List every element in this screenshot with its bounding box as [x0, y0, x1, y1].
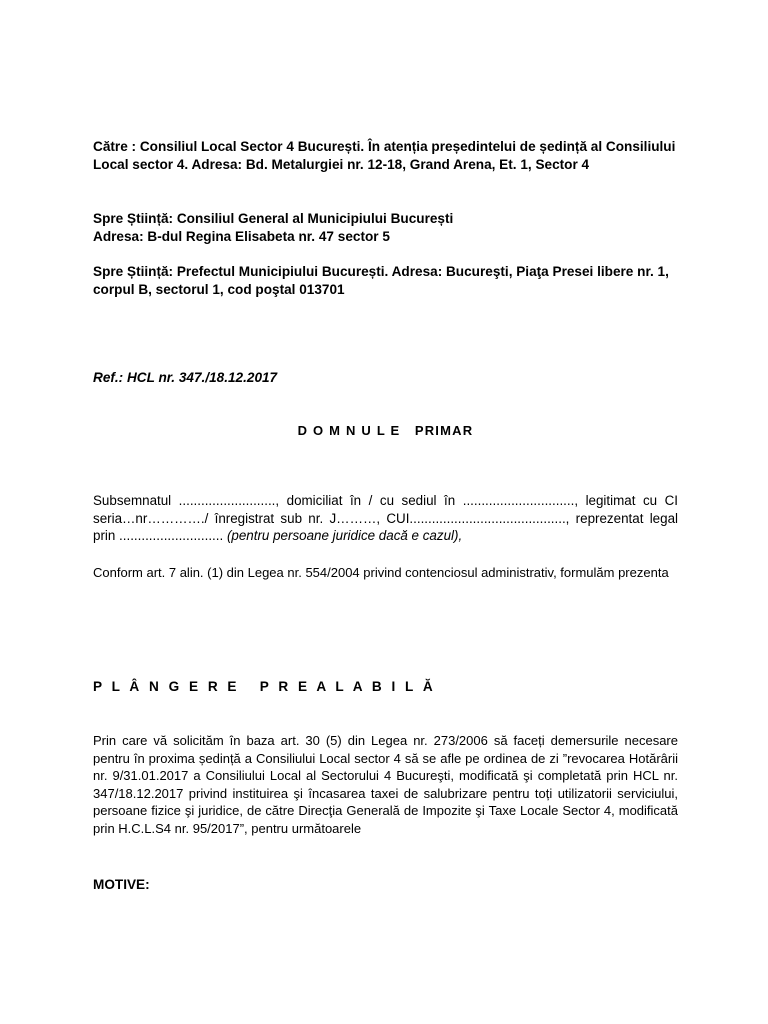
document-heading: P L Â N G E R E P R E A L A B I L Ă: [93, 679, 436, 694]
reference-line: Ref.: HCL nr. 347./18.12.2017: [93, 370, 278, 385]
addressee-catre-text: Către : Consiliul Local Sector 4 București. În atenția președintelui de ședință al Consiliului Local sector 4. Adresa: Bd. Metalurgiei nr. 12-18, Grand Arena, Et. 1, Sector 4: [93, 139, 676, 172]
motive-heading: MOTIVE:: [93, 877, 150, 892]
request-paragraph: Prin care vă solicităm în baza art. 30 (5) din Legea nr. 273/2006 să faceți demersurile necesare pentru în proxima ședință a Consiliului Local sector 4 să se afle pe ordinea de zi ”revocarea Hotărârii nr. 9/31.01.2017 a Consiliului Local al Sectorului 4 Bucureşti, modificată şi completată prin HCL nr. 347/18.12.2017 privind instituirea şi încasarea taxei de salubrizare pentru toți utilizatorii serviciului, persoane fizice şi juridice, de către Direcţia Generală de Impozite şi Taxe Locale Sector 4, modificată prin H.C.L.S4 nr. 95/2017”, pentru următoarele: [93, 733, 678, 836]
addressee-cgmb: [93, 210, 678, 246]
salutation: D O M N U L E PRIMAR: [297, 423, 474, 438]
addressee-prefect: [93, 263, 678, 299]
addressee-cgmb-line1: Spre Știință: Consiliul General al Municipiului București: [93, 211, 454, 226]
addressee-catre: [93, 138, 678, 174]
intro-paragraph-italic: (pentru persoane juridice dacă e cazul),: [223, 528, 463, 543]
intro-paragraph-text: Subsemnatul .........................., domiciliat în / cu sediul în .............................., legitimat cu CI seria…nr…………./ înregistrat sub nr. J………, CUI.........................................., reprezentat legal prin ............................: [93, 493, 678, 543]
intro-paragraph: [93, 492, 678, 545]
addressee-prefect-text: Spre Știință: Prefectul Municipiului București. Adresa: Bucureşti, Piaţa Presei libere nr. 1, corpul B, sectorul 1, cod poştal 013701: [93, 264, 669, 297]
addressee-cgmb-line2: Adresa: B-dul Regina Elisabeta nr. 47 sector 5: [93, 229, 390, 244]
legal-basis-paragraph: Conform art. 7 alin. (1) din Legea nr. 554/2004 privind contenciosul administrativ, formulăm prezenta: [93, 565, 669, 580]
